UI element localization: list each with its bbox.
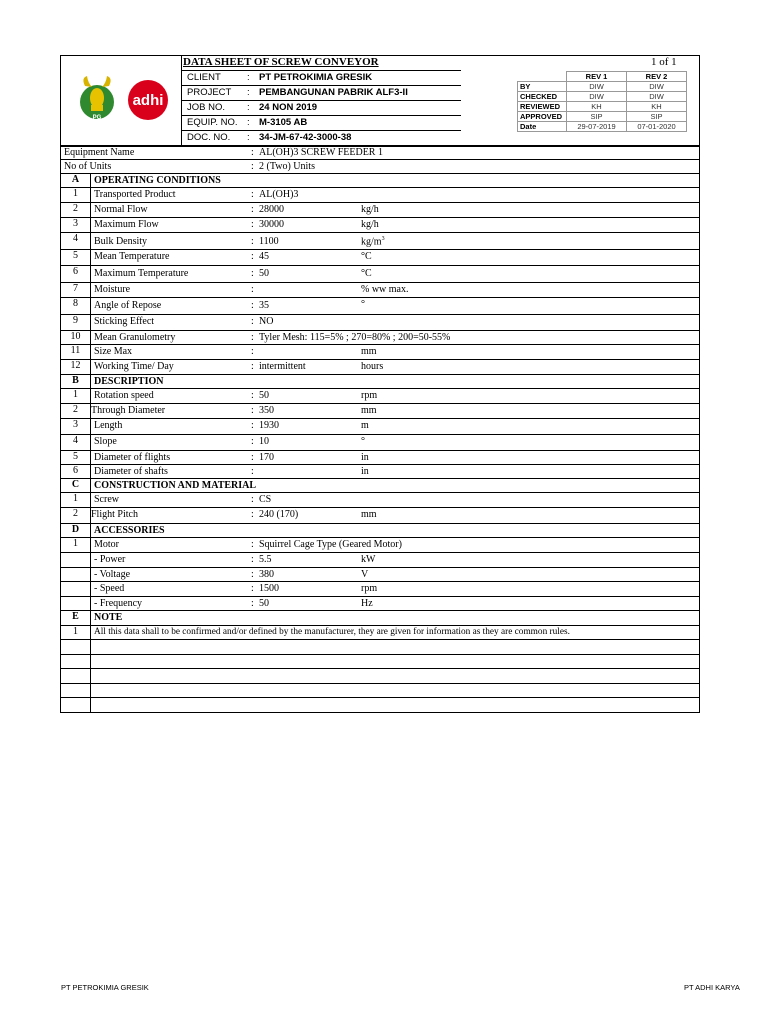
table-row: 4 Slope : 10 ° bbox=[61, 434, 699, 450]
page-number: 1 of 1 bbox=[651, 56, 677, 68]
empty-row bbox=[61, 697, 699, 712]
table-row: - Speed : 1500 rpm bbox=[61, 581, 699, 596]
info-label: CLIENT bbox=[187, 72, 221, 83]
units-row: No of Units : 2 (Two) Units bbox=[61, 159, 699, 173]
info-label: JOB NO. bbox=[187, 102, 226, 113]
table-row: 8 Angle of Repose : 35 ° bbox=[61, 297, 699, 314]
table-row: 9 Sticking Effect : NO bbox=[61, 314, 699, 330]
revision-row: APPROVED SIP SIP bbox=[518, 112, 687, 122]
data-sheet bbox=[60, 55, 700, 713]
info-value: 24 NON 2019 bbox=[259, 102, 318, 113]
info-job-no: JOB NO. : 24 NON 2019 bbox=[187, 102, 318, 113]
table-row: 6 Maximum Temperature : 50 °C bbox=[61, 265, 699, 282]
revision-row: CHECKED DIW DIW bbox=[518, 92, 687, 102]
revision-table bbox=[517, 71, 687, 132]
info-label: PROJECT bbox=[187, 87, 232, 98]
table-row: 3 Maximum Flow : 30000 kg/h bbox=[61, 217, 699, 232]
company-logos bbox=[61, 56, 181, 146]
empty-row bbox=[61, 639, 699, 654]
note-row: 1 All this data shall to be confirmed and/or defined by the manufacturer, they are given for information as they are common rules. bbox=[61, 625, 699, 639]
table-row: - Frequency : 50 Hz bbox=[61, 596, 699, 610]
empty-row bbox=[61, 654, 699, 668]
logo-area bbox=[61, 56, 182, 146]
rev1-header: REV 1 bbox=[567, 72, 627, 82]
footer-right: PT ADHI KARYA bbox=[684, 983, 740, 992]
section-header: C CONSTRUCTION AND MATERIAL bbox=[61, 478, 699, 492]
info-value: 34-JM-67-42-3000-38 bbox=[259, 132, 352, 143]
revision-row: BY DIW DIW bbox=[518, 82, 687, 92]
table-row: 2 Through Diameter : 350 mm bbox=[61, 403, 699, 418]
info-value: PT PETROKIMIA GRESIK bbox=[259, 72, 373, 83]
adhi-logo bbox=[128, 80, 168, 120]
table-row: 12 Working Time/ Day : intermittent hours bbox=[61, 359, 699, 374]
adhi-text: adhi bbox=[132, 92, 164, 109]
table-row: 1 Motor : Squirrel Cage Type (Geared Motor) bbox=[61, 537, 699, 552]
info-value: PEMBANGUNAN PABRIK ALF3-II bbox=[259, 87, 408, 98]
table-row: 1 Rotation speed : 50 rpm bbox=[61, 388, 699, 403]
info-label: EQUIP. NO. bbox=[187, 117, 238, 128]
table-row: - Power : 5.5 kW bbox=[61, 552, 699, 567]
equipment-name-row: Equipment Name : AL(OH)3 SCREW FEEDER 1 bbox=[61, 145, 699, 159]
table-row: 5 Diameter of flights : 170 in bbox=[61, 450, 699, 464]
table-row: 11 Size Max : mm bbox=[61, 344, 699, 359]
table-row: 2 Flight Pitch : 240 (170) mm bbox=[61, 507, 699, 523]
table-row: 6 Diameter of shafts : in bbox=[61, 464, 699, 478]
doc-title: DATA SHEET OF SCREW CONVEYOR bbox=[183, 56, 379, 68]
table-row: 7 Moisture : % ww max. bbox=[61, 282, 699, 297]
table-row: 10 Mean Granulometry : Tyler Mesh: 115=5% ; 270=80% ; 200=50-55% bbox=[61, 330, 699, 344]
info-client: CLIENT : PT PETROKIMIA GRESIK bbox=[187, 72, 373, 83]
section-header: E NOTE bbox=[61, 610, 699, 625]
rev2-header: REV 2 bbox=[627, 72, 687, 82]
table-row: 4 Bulk Density : 1100 $kg/m^3$ bbox=[61, 232, 699, 249]
table-row: 1 Transported Product : AL(OH)3 bbox=[61, 187, 699, 202]
info-value: M-3105 AB bbox=[259, 117, 308, 128]
table-row: 3 Length : 1930 m bbox=[61, 418, 699, 434]
sheet-header bbox=[61, 56, 699, 147]
table-row: 2 Normal Flow : 28000 kg/h bbox=[61, 202, 699, 217]
section-header: A OPERATING CONDITIONS bbox=[61, 173, 699, 187]
pg-text: PG bbox=[92, 115, 102, 121]
table-row: 1 Screw : CS bbox=[61, 492, 699, 507]
section-header: D ACCESSORIES bbox=[61, 523, 699, 537]
empty-row bbox=[61, 668, 699, 683]
info-label: DOC. NO. bbox=[187, 132, 231, 143]
section-header: B DESCRIPTION bbox=[61, 374, 699, 388]
empty-row bbox=[61, 683, 699, 697]
info-doc-no: DOC. NO. : 34-JM-67-42-3000-38 bbox=[187, 132, 352, 143]
info-project: PROJECT : PEMBANGUNAN PABRIK ALF3-II bbox=[187, 87, 408, 98]
revision-row: REVIEWED KH KH bbox=[518, 102, 687, 112]
footer-left: PT PETROKIMIA GRESIK bbox=[61, 983, 149, 992]
info-equip-no: EQUIP. NO. : M-3105 AB bbox=[187, 117, 308, 128]
revision-row: Date 29-07-2019 07-01-2020 bbox=[518, 122, 687, 132]
table-row: 5 Mean Temperature : 45 °C bbox=[61, 249, 699, 265]
table-row: - Voltage : 380 V bbox=[61, 567, 699, 581]
petrokimia-logo bbox=[80, 76, 114, 121]
